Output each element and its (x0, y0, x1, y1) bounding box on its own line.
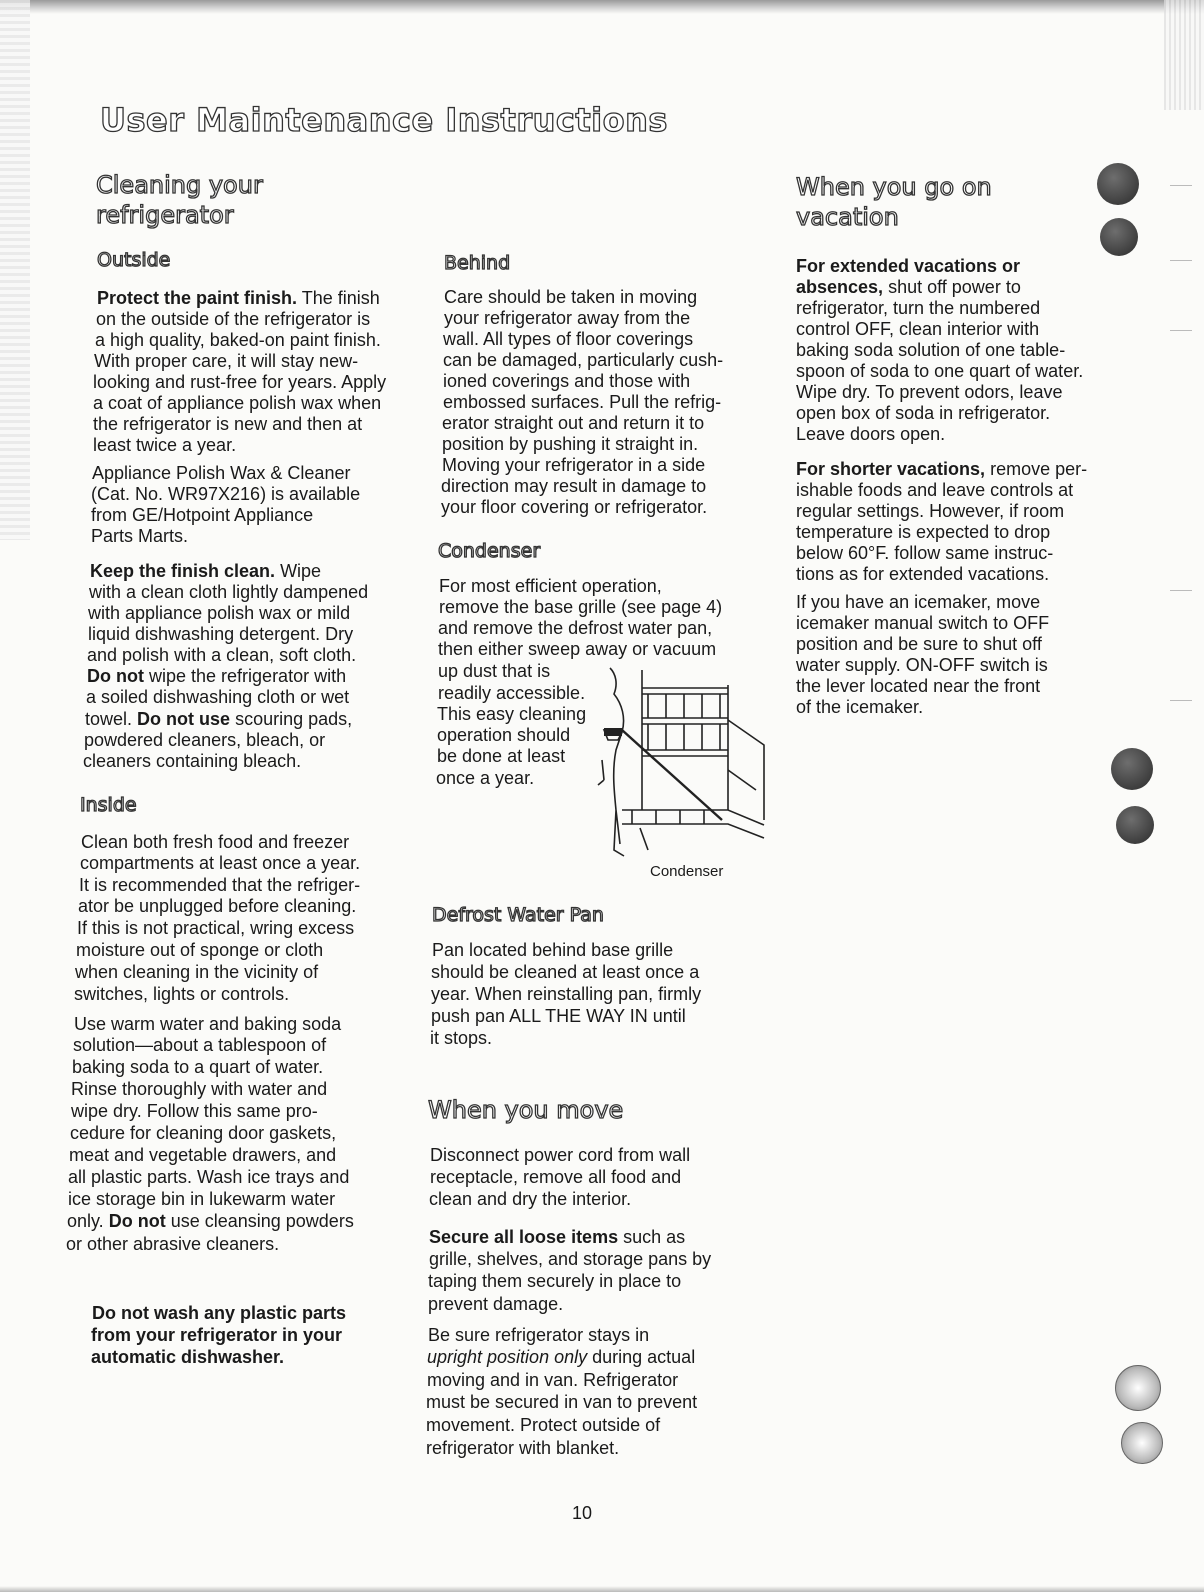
page-title: User Maintenance Instructions (100, 101, 668, 139)
margin-tick (1170, 590, 1192, 591)
binding-hole-icon (1097, 163, 1139, 205)
scan-top-edge (0, 0, 1204, 14)
margin-tick (1170, 330, 1192, 331)
margin-tick (1170, 185, 1192, 186)
heading-outside: Outside (97, 249, 171, 271)
binding-hole-icon (1111, 748, 1153, 790)
condenser-caption: Condenser (650, 863, 724, 880)
heading-condenser: Condenser (438, 540, 541, 562)
binding-hole-icon (1100, 218, 1138, 256)
section-title-vacation: When you go on vacation (796, 173, 992, 231)
binding-hole-icon (1115, 1365, 1161, 1411)
page-number: 10 (572, 1503, 593, 1523)
margin-tick (1170, 700, 1192, 701)
section-title-move: When you move (428, 1096, 624, 1124)
heading-defrost-water-pan: Defrost Water Pan (432, 904, 604, 926)
scan-right-edge (1164, 0, 1204, 110)
binding-hole-icon (1121, 1422, 1163, 1464)
condenser-cleaning-illustration (596, 660, 766, 865)
heading-inside: Inside (80, 794, 137, 816)
binding-hole-icon (1116, 806, 1154, 844)
scan-bottom-edge (0, 1586, 1204, 1592)
scan-left-edge (0, 0, 30, 540)
margin-tick (1170, 260, 1192, 261)
heading-behind: Behind (444, 252, 511, 274)
section-title-cleaning: Cleaning your refrigerator (96, 171, 263, 229)
